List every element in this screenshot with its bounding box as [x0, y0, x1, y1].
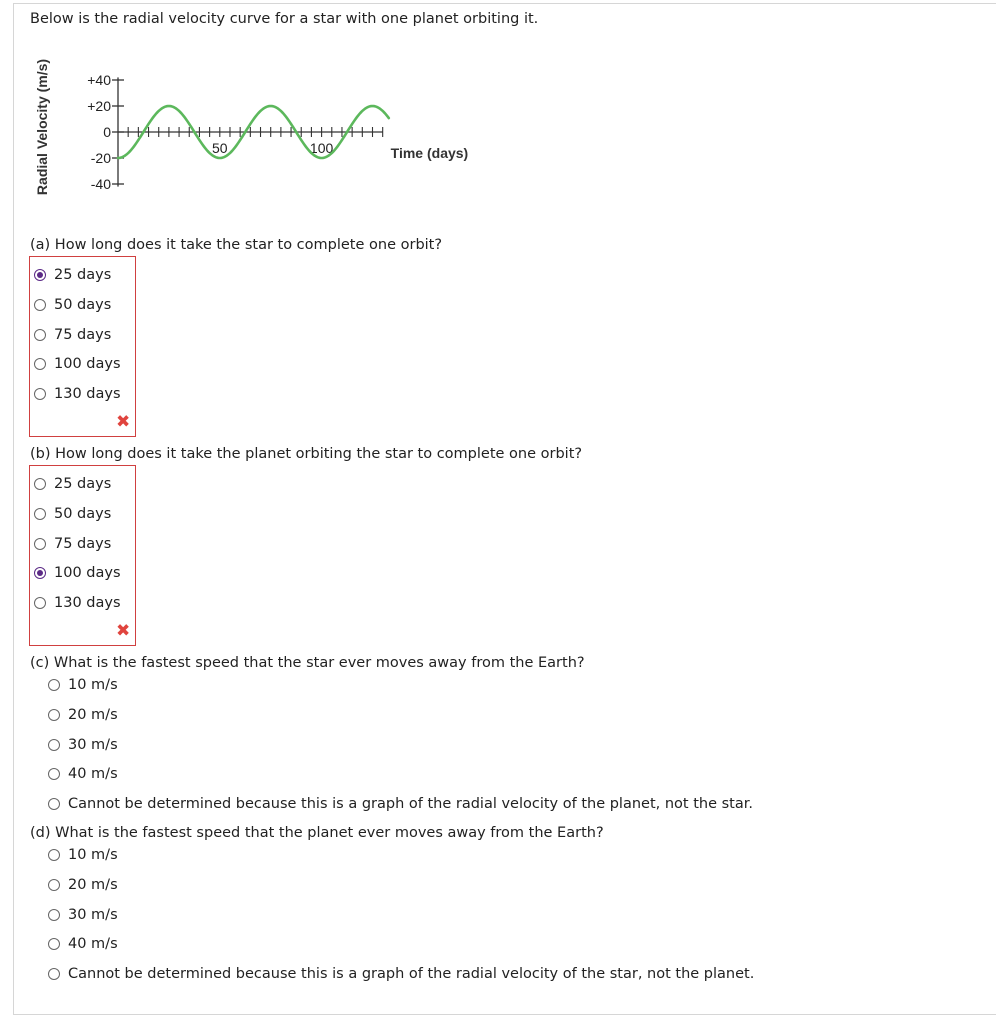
question-c-option-3[interactable]	[48, 736, 118, 754]
radio-button[interactable]	[48, 909, 60, 921]
intro-text: Below is the radial velocity curve for a star with one planet orbiting it.	[30, 11, 539, 27]
radio-button[interactable]	[34, 388, 46, 400]
question-b-option-1[interactable]	[34, 475, 111, 493]
question-d-option-4[interactable]	[48, 935, 118, 953]
question-d-text: (d) What is the fastest speed that the planet ever moves away from the Earth?	[30, 825, 604, 841]
question-b-option-4[interactable]	[34, 564, 121, 582]
option-label: 25 days	[54, 476, 112, 492]
option-label: 100 days	[54, 565, 121, 582]
question-a-text: (a) How long does it take the star to complete one orbit?	[30, 237, 443, 253]
question-d-option-2[interactable]	[48, 876, 118, 894]
question-b-text: (b) How long does it take the planet orbiting the star to complete one orbit?	[30, 446, 583, 462]
radio-button[interactable]	[34, 478, 46, 490]
question-a-option-5[interactable]	[34, 385, 121, 403]
y-tick-label: +40	[87, 72, 111, 88]
radio-button[interactable]	[48, 739, 60, 751]
radio-button[interactable]	[34, 269, 46, 281]
question-c-option-1[interactable]	[48, 676, 118, 694]
option-label: Cannot be determined because this is a graph of the radial velocity of the planet, not the star.	[68, 796, 753, 813]
question-c-option-5[interactable]	[48, 795, 753, 813]
option-label: 40 m/s	[68, 766, 118, 783]
question-a-option-3[interactable]	[34, 326, 111, 344]
radial-velocity-chart	[20, 55, 480, 215]
y-tick-label: -40	[90, 176, 111, 192]
y-tick-label: 0	[103, 124, 111, 140]
radio-button[interactable]	[34, 508, 46, 520]
question-d-option-5[interactable]	[48, 965, 754, 983]
radio-button[interactable]	[48, 938, 60, 950]
radio-button[interactable]	[48, 879, 60, 891]
option-label: 20 m/s	[68, 706, 118, 723]
question-d-option-1[interactable]	[48, 846, 118, 864]
y-tick-label: -20	[90, 150, 111, 166]
x-axis-title: Time (days)	[390, 145, 469, 161]
option-label: 40 m/s	[68, 936, 118, 953]
option-label: 50 days	[54, 505, 112, 522]
radio-button[interactable]	[48, 679, 60, 691]
question-b-option-2[interactable]	[34, 505, 111, 523]
option-label: 75 days	[54, 535, 112, 552]
radio-button[interactable]	[34, 597, 46, 609]
option-label: 130 days	[54, 595, 121, 612]
option-label: Cannot be determined because this is a graph of the radial velocity of the star, not the planet.	[68, 966, 755, 983]
radio-button[interactable]	[34, 329, 46, 341]
option-label: 50 days	[54, 296, 112, 313]
question-b-incorrect-icon: ✖	[116, 621, 131, 641]
radio-button[interactable]	[34, 538, 46, 550]
option-label: 75 days	[54, 326, 112, 343]
question-b-option-3[interactable]	[34, 535, 111, 553]
option-label: 20 m/s	[68, 876, 118, 893]
y-tick-label: +20	[87, 98, 111, 114]
option-label: 100 days	[54, 356, 121, 373]
x-tick-label: 50	[212, 140, 228, 156]
y-axis-title: Radial Velocity (m/s)	[34, 58, 50, 196]
option-label: 25 days	[54, 267, 112, 283]
question-a-option-4[interactable]	[34, 355, 121, 373]
radio-button[interactable]	[34, 299, 46, 311]
option-label: 130 days	[54, 386, 121, 403]
radio-button[interactable]	[48, 768, 60, 780]
x-tick-label: 100	[309, 140, 334, 156]
question-d-option-3[interactable]	[48, 906, 118, 924]
option-label: 10 m/s	[68, 847, 118, 863]
radio-button[interactable]	[34, 567, 46, 579]
option-label: 10 m/s	[68, 677, 118, 693]
question-c-text: (c) What is the fastest speed that the star ever moves away from the Earth?	[30, 655, 585, 671]
question-c-option-2[interactable]	[48, 706, 118, 724]
radio-button[interactable]	[48, 798, 60, 810]
question-a-incorrect-icon: ✖	[116, 412, 131, 432]
question-a-option-1[interactable]	[34, 266, 111, 284]
radio-button[interactable]	[48, 709, 60, 721]
radio-button[interactable]	[48, 849, 60, 861]
question-a-option-2[interactable]	[34, 296, 111, 314]
radio-button[interactable]	[34, 358, 46, 370]
question-c-option-4[interactable]	[48, 765, 118, 783]
option-label: 30 m/s	[68, 906, 118, 923]
radio-button[interactable]	[48, 968, 60, 980]
option-label: 30 m/s	[68, 736, 118, 753]
question-b-option-5[interactable]	[34, 594, 121, 612]
